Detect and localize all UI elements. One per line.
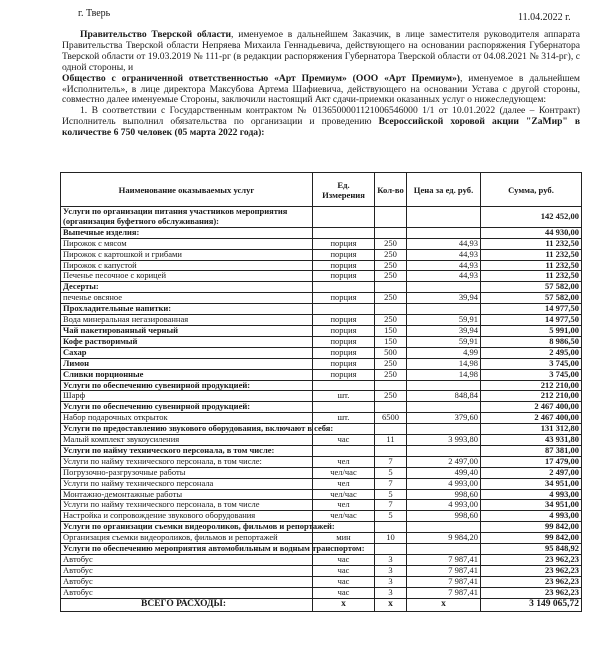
cell-sum: 57 582,00 bbox=[481, 282, 582, 293]
table-section-row bbox=[61, 402, 582, 413]
cell-unit: чел/час bbox=[313, 489, 375, 500]
cell-sum: 23 962,23 bbox=[481, 565, 582, 576]
cell-sum: 44 930,00 bbox=[481, 227, 582, 238]
cell-qty bbox=[375, 227, 407, 238]
cell-sum: 2 467 400,00 bbox=[481, 413, 582, 424]
table-row bbox=[61, 478, 582, 489]
cell-price bbox=[407, 304, 481, 315]
table-row bbox=[61, 249, 582, 260]
cell-price: 39,94 bbox=[407, 325, 481, 336]
cell-name: печенье овсяное bbox=[61, 293, 313, 304]
cell-qty: 7 bbox=[375, 478, 407, 489]
cell-price: 44,93 bbox=[407, 271, 481, 282]
cell-price: 499,40 bbox=[407, 467, 481, 478]
cell-sum: 3 745,00 bbox=[481, 369, 582, 380]
cell-unit: порция bbox=[313, 271, 375, 282]
cell-qty bbox=[375, 522, 407, 533]
header-price: Цена за ед. руб. bbox=[407, 173, 481, 207]
table-row bbox=[61, 271, 582, 282]
customer-details: , именуемое в дальнейшем Заказчик, в лице заместителя руководителя аппарата Правительства Тверской области Непряева Михаила Геннадьевича, действующего на основании распоряжения Губернатора Тверской области от 19.03.2019 № 111-рг (в редакции распоряжения Губернатора Тверской области от 04.08.2021 № 314-рг), с одной стороны, и bbox=[62, 29, 581, 73]
cell-unit: шт. bbox=[313, 391, 375, 402]
cell-price: 44,93 bbox=[407, 249, 481, 260]
cell-price: 7 987,41 bbox=[407, 576, 481, 587]
cell-name: Услуги по найму технического персонала, в том числе: bbox=[61, 445, 313, 456]
cell-name: Погрузочно-разгрузочные работы bbox=[61, 467, 313, 478]
cell-price: 59,91 bbox=[407, 315, 481, 326]
cell-unit: порция bbox=[313, 336, 375, 347]
cell-qty: 5 bbox=[375, 511, 407, 522]
cell-unit: час bbox=[313, 555, 375, 566]
cell-name: Кофе растворимый bbox=[61, 336, 313, 347]
cell-qty: 250 bbox=[375, 271, 407, 282]
table-section-row bbox=[61, 424, 582, 435]
cell-sum: 2 497,00 bbox=[481, 467, 582, 478]
cell-name: Вода минеральная негазированная bbox=[61, 315, 313, 326]
total-label: ВСЕГО РАСХОДЫ: bbox=[61, 598, 313, 611]
header-sum: Сумма, руб. bbox=[481, 173, 582, 207]
cell-price: 379,60 bbox=[407, 413, 481, 424]
cell-name: Автобус bbox=[61, 587, 313, 598]
cell-sum: 23 962,23 bbox=[481, 576, 582, 587]
cell-qty: 250 bbox=[375, 249, 407, 260]
cell-qty: 7 bbox=[375, 500, 407, 511]
table-row bbox=[61, 489, 582, 500]
table-section-row bbox=[61, 358, 582, 369]
cell-price: 7 987,41 bbox=[407, 565, 481, 576]
header-unit: Ед. Измерения bbox=[313, 173, 375, 207]
cell-qty: 5 bbox=[375, 467, 407, 478]
cell-sum: 14 977,50 bbox=[481, 304, 582, 315]
intro-paragraph-2 bbox=[62, 74, 580, 107]
cell-name: Услуги по обеспечению сувенирной продукцией: bbox=[61, 380, 313, 391]
cell-sum: 3 745,00 bbox=[481, 358, 582, 369]
cell-name: Организация съемки видеороликов, фильмов и репортажей bbox=[61, 533, 313, 544]
cell-name: Услуги по организации съемки видеороликов, фильмов и репортажей: bbox=[61, 522, 313, 533]
table-section-row bbox=[61, 227, 582, 238]
cell-name: Пирожок с картошкой и грибами bbox=[61, 249, 313, 260]
table-row bbox=[61, 555, 582, 566]
cell-sum: 212 210,00 bbox=[481, 391, 582, 402]
table-row bbox=[61, 511, 582, 522]
cell-price: 4 993,00 bbox=[407, 478, 481, 489]
table-row bbox=[61, 587, 582, 598]
cell-name: Сахар bbox=[61, 347, 313, 358]
cell-unit: порция bbox=[313, 325, 375, 336]
table-row bbox=[61, 293, 582, 304]
total-price: х bbox=[407, 598, 481, 611]
cell-price: 848,84 bbox=[407, 391, 481, 402]
cell-qty bbox=[375, 544, 407, 555]
cell-name: Печенье песочное с корицей bbox=[61, 271, 313, 282]
cell-sum: 2 495,00 bbox=[481, 347, 582, 358]
header-qty: Кол-во bbox=[375, 173, 407, 207]
cell-price: 59,91 bbox=[407, 336, 481, 347]
cell-qty: 3 bbox=[375, 555, 407, 566]
cell-unit bbox=[313, 445, 375, 456]
cell-sum: 11 232,50 bbox=[481, 238, 582, 249]
table-section-row bbox=[61, 325, 582, 336]
cell-qty: 250 bbox=[375, 369, 407, 380]
cell-unit: порция bbox=[313, 369, 375, 380]
cell-unit: шт. bbox=[313, 413, 375, 424]
intro-text bbox=[62, 30, 580, 139]
cell-sum: 4 993,00 bbox=[481, 511, 582, 522]
table-row bbox=[61, 533, 582, 544]
cell-sum: 87 381,00 bbox=[481, 445, 582, 456]
cell-name: Монтажно-демонтажные работы bbox=[61, 489, 313, 500]
cell-price bbox=[407, 544, 481, 555]
cell-qty: 10 bbox=[375, 533, 407, 544]
table-section-row bbox=[61, 522, 582, 533]
cell-unit: порция bbox=[313, 347, 375, 358]
cell-qty bbox=[375, 282, 407, 293]
table-section-row bbox=[61, 336, 582, 347]
cell-sum: 142 452,00 bbox=[481, 207, 582, 228]
cell-sum: 99 842,00 bbox=[481, 533, 582, 544]
total-unit: х bbox=[313, 598, 375, 611]
cell-qty bbox=[375, 402, 407, 413]
cell-sum: 23 962,23 bbox=[481, 587, 582, 598]
cell-qty: 7 bbox=[375, 456, 407, 467]
cell-price: 14,98 bbox=[407, 369, 481, 380]
total-sum: 3 149 065,72 bbox=[481, 598, 582, 611]
cell-price bbox=[407, 522, 481, 533]
table-section-row bbox=[61, 380, 582, 391]
services-table bbox=[60, 172, 582, 612]
cell-price bbox=[407, 207, 481, 228]
cell-name: Услуги по обеспечению мероприятия автомобильным и водным транспортом: bbox=[61, 544, 313, 555]
cell-qty: 250 bbox=[375, 358, 407, 369]
cell-sum: 34 951,00 bbox=[481, 500, 582, 511]
table-row bbox=[61, 238, 582, 249]
cell-unit bbox=[313, 304, 375, 315]
cell-name: Автобус bbox=[61, 555, 313, 566]
cell-unit: час bbox=[313, 435, 375, 446]
cell-unit bbox=[313, 380, 375, 391]
cell-name: Услуги по найму технического персонала, в том числе bbox=[61, 500, 313, 511]
contractor-details: , именуемое в дальнейшем «Исполнитель», в лице директора Максубова Артема Шафиевича, действующего на основании Устава с другой стороны, совместно далее именуемые Стороны, заключили настоящий Акт сдачи-приемки оказанных услуг о нижеследующем: bbox=[62, 72, 580, 106]
table-row bbox=[61, 435, 582, 446]
cell-sum: 8 986,50 bbox=[481, 336, 582, 347]
cell-unit: чел bbox=[313, 478, 375, 489]
cell-unit bbox=[313, 207, 375, 228]
table-row bbox=[61, 576, 582, 587]
table-row bbox=[61, 260, 582, 271]
cell-name: Прохладительные напитки: bbox=[61, 304, 313, 315]
cell-unit: чел bbox=[313, 500, 375, 511]
cell-qty: 11 bbox=[375, 435, 407, 446]
cell-name: Услуги по обеспечению сувенирной продукцией: bbox=[61, 402, 313, 413]
cell-sum: 23 962,23 bbox=[481, 555, 582, 566]
cell-qty: 250 bbox=[375, 260, 407, 271]
cell-unit: час bbox=[313, 565, 375, 576]
cell-sum: 2 467 400,00 bbox=[481, 402, 582, 413]
cell-price: 2 497,00 bbox=[407, 456, 481, 467]
cell-sum: 95 848,92 bbox=[481, 544, 582, 555]
cell-qty: 150 bbox=[375, 325, 407, 336]
cell-name: Услуги по найму технического персонала, в том числе: bbox=[61, 456, 313, 467]
cell-price bbox=[407, 227, 481, 238]
cell-unit: порция bbox=[313, 260, 375, 271]
cell-price: 7 987,41 bbox=[407, 555, 481, 566]
cell-sum: 14 977,50 bbox=[481, 315, 582, 326]
intro-paragraph-1 bbox=[62, 30, 580, 74]
cell-unit: порция bbox=[313, 358, 375, 369]
cell-name: Сливки порционные bbox=[61, 369, 313, 380]
cell-price: 44,93 bbox=[407, 260, 481, 271]
cell-unit bbox=[313, 227, 375, 238]
cell-name: Автобус bbox=[61, 565, 313, 576]
cell-price: 14,98 bbox=[407, 358, 481, 369]
event-name: Всероссийской хоровой акции "ZаМир" в количестве 6 750 человек (05 марта 2022 года): bbox=[62, 116, 581, 139]
cell-qty: 3 bbox=[375, 565, 407, 576]
cell-price bbox=[407, 380, 481, 391]
cell-qty: 3 bbox=[375, 587, 407, 598]
cell-qty: 5 bbox=[375, 489, 407, 500]
cell-qty: 250 bbox=[375, 391, 407, 402]
table-header-row bbox=[61, 173, 582, 207]
cell-qty bbox=[375, 207, 407, 228]
total-qty: х bbox=[375, 598, 407, 611]
cell-price bbox=[407, 445, 481, 456]
cell-name: Малый комплект звукоусиления bbox=[61, 435, 313, 446]
document-city: г. Тверь bbox=[78, 8, 111, 19]
table-row bbox=[61, 456, 582, 467]
cell-name: Услуги по найму технического персонала bbox=[61, 478, 313, 489]
cell-qty bbox=[375, 445, 407, 456]
cell-qty bbox=[375, 304, 407, 315]
header-name: Наименование оказываемых услуг bbox=[61, 173, 313, 207]
cell-sum: 43 931,80 bbox=[481, 435, 582, 446]
cell-name: Шарф bbox=[61, 391, 313, 402]
cell-name: Услуги по предоставлению звукового оборудования, включают в себя: bbox=[61, 424, 313, 435]
table-section-row bbox=[61, 544, 582, 555]
table-row bbox=[61, 500, 582, 511]
intro-paragraph-3 bbox=[62, 106, 580, 139]
cell-unit bbox=[313, 282, 375, 293]
table-section-row bbox=[61, 207, 582, 228]
cell-sum: 34 951,00 bbox=[481, 478, 582, 489]
cell-price: 4 993,00 bbox=[407, 500, 481, 511]
cell-qty: 150 bbox=[375, 336, 407, 347]
cell-sum: 17 479,00 bbox=[481, 456, 582, 467]
cell-price bbox=[407, 402, 481, 413]
cell-unit: порция bbox=[313, 293, 375, 304]
table-row bbox=[61, 467, 582, 478]
cell-name: Настройка и сопровождение звукового оборудования bbox=[61, 511, 313, 522]
contractor-name: Общество с ограниченной ответственностью «Арт Премиум» (ООО «Арт Премиум») bbox=[62, 72, 460, 84]
cell-unit: порция bbox=[313, 249, 375, 260]
cell-name: Десерты: bbox=[61, 282, 313, 293]
cell-unit: чел/час bbox=[313, 511, 375, 522]
cell-qty: 250 bbox=[375, 293, 407, 304]
document-date: 11.04.2022 г. bbox=[518, 12, 571, 23]
cell-sum: 131 312,80 bbox=[481, 424, 582, 435]
cell-qty: 6500 bbox=[375, 413, 407, 424]
cell-name: Набор подарочных открыток bbox=[61, 413, 313, 424]
table-section-row bbox=[61, 445, 582, 456]
cell-price bbox=[407, 282, 481, 293]
cell-name: Автобус bbox=[61, 576, 313, 587]
cell-sum: 5 991,00 bbox=[481, 325, 582, 336]
cell-unit: чел bbox=[313, 456, 375, 467]
cell-price: 9 984,20 bbox=[407, 533, 481, 544]
cell-unit bbox=[313, 402, 375, 413]
table-row bbox=[61, 565, 582, 576]
cell-sum: 11 232,50 bbox=[481, 271, 582, 282]
cell-unit: чел/час bbox=[313, 467, 375, 478]
cell-price: 44,93 bbox=[407, 238, 481, 249]
table-section-row bbox=[61, 369, 582, 380]
cell-qty: 250 bbox=[375, 238, 407, 249]
cell-sum: 4 993,00 bbox=[481, 489, 582, 500]
table-body bbox=[61, 207, 582, 599]
table-section-row bbox=[61, 304, 582, 315]
cell-name: Пирожок с мясом bbox=[61, 238, 313, 249]
cell-unit: порция bbox=[313, 315, 375, 326]
table-section-row bbox=[61, 282, 582, 293]
table-section-row bbox=[61, 347, 582, 358]
cell-qty: 3 bbox=[375, 576, 407, 587]
cell-name: Выпечные изделия: bbox=[61, 227, 313, 238]
cell-sum: 11 232,50 bbox=[481, 249, 582, 260]
cell-unit: мин bbox=[313, 533, 375, 544]
cell-name: Чай пакетированный черный bbox=[61, 325, 313, 336]
cell-price: 3 993,80 bbox=[407, 435, 481, 446]
table-row bbox=[61, 413, 582, 424]
cell-name: Пирожок с капустой bbox=[61, 260, 313, 271]
total-row bbox=[61, 598, 582, 611]
cell-unit: час bbox=[313, 576, 375, 587]
cell-price bbox=[407, 424, 481, 435]
cell-unit: порция bbox=[313, 238, 375, 249]
table-row bbox=[61, 391, 582, 402]
cell-qty: 250 bbox=[375, 315, 407, 326]
cell-price: 998,60 bbox=[407, 489, 481, 500]
cell-unit: час bbox=[313, 587, 375, 598]
cell-qty bbox=[375, 380, 407, 391]
customer-name: Правительство Тверской области bbox=[80, 29, 231, 40]
cell-name: Лимон bbox=[61, 358, 313, 369]
cell-sum: 11 232,50 bbox=[481, 260, 582, 271]
cell-price: 998,60 bbox=[407, 511, 481, 522]
cell-name: Услуги по организации питания участников мероприятия (организация буфетного обслуживания): bbox=[61, 207, 313, 228]
contract-clause: 1. В соответствии с Государственным контрактом № 0136500001121006546000 1/1 от 10.01.2022 (далее – Контракт) Исполнитель выполнил обязательства по организации и проведению bbox=[62, 105, 580, 128]
cell-sum: 99 842,00 bbox=[481, 522, 582, 533]
cell-price: 39,94 bbox=[407, 293, 481, 304]
cell-qty bbox=[375, 424, 407, 435]
cell-sum: 212 210,00 bbox=[481, 380, 582, 391]
cell-price: 4,99 bbox=[407, 347, 481, 358]
cell-qty: 500 bbox=[375, 347, 407, 358]
cell-sum: 57 582,00 bbox=[481, 293, 582, 304]
cell-price: 7 987,41 bbox=[407, 587, 481, 598]
table-row bbox=[61, 315, 582, 326]
